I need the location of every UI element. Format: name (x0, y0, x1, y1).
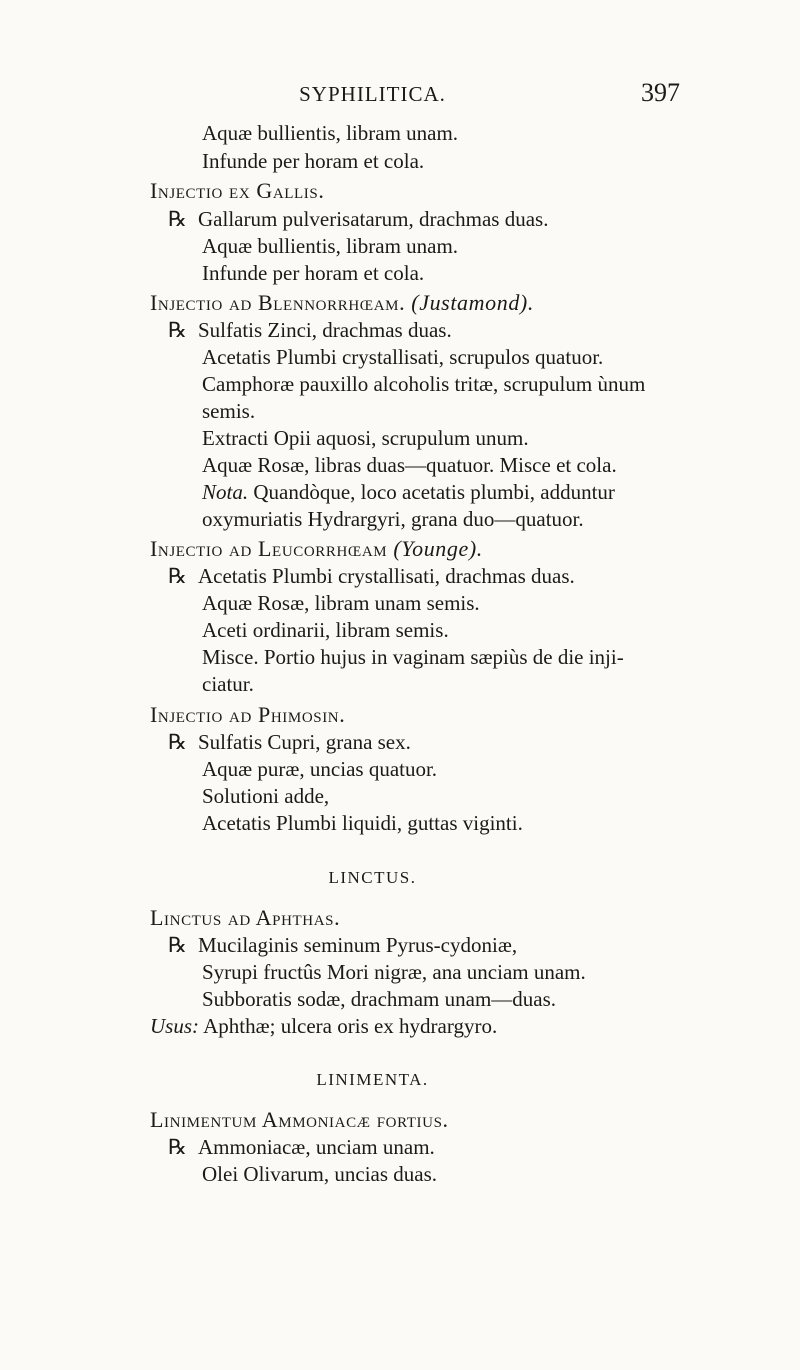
text-line: Camphoræ pauxillo alcoholis tritæ, scrupulum ùnum (202, 372, 646, 396)
text-line: Aquæ bullientis, libram unam. (202, 121, 459, 145)
text-line: oxymuriatis Hydrargyri, grana duo—quatuor. (202, 507, 584, 531)
text-line: Aquæ puræ, uncias quatuor. (202, 757, 438, 781)
text: Sulfatis Zinci, drachmas duas. (198, 318, 452, 342)
text-line: Subboratis sodæ, drachmam unam—duas. (202, 987, 557, 1011)
text-line: Aquæ bullientis, libram unam. (202, 234, 459, 258)
rx-line (168, 932, 517, 958)
rx-symbol: ℞ (168, 730, 187, 754)
rx-symbol: ℞ (168, 933, 187, 957)
text: Sulfatis Cupri, grana sex. (198, 730, 411, 754)
text-line: Aquæ Rosæ, libram unam semis. (202, 591, 480, 615)
usus-label: Usus: (150, 1014, 200, 1038)
text-line: Olei Olivarum, uncias duas. (202, 1162, 438, 1186)
page-header (0, 78, 800, 112)
text-line: Extracti Opii aquosi, scrupulum unum. (202, 426, 529, 450)
rx-symbol: ℞ (168, 1135, 187, 1159)
section-heading: LINIMENTA. (316, 1070, 429, 1089)
text: Gallarum pulverisatarum, drachmas duas. (198, 207, 549, 231)
recipe-heading: Linctus ad Aphthas. (150, 905, 341, 930)
text-line: Solutioni adde, (202, 784, 330, 808)
text-line: Acetatis Plumbi liquidi, guttas viginti. (202, 811, 523, 835)
rx-line (168, 1134, 435, 1160)
recipe-heading: Injectio ad Phimosin. (150, 702, 346, 727)
text-line: ciatur. (202, 672, 254, 696)
text-line: Aquæ Rosæ, libras duas—quatuor. Misce et cola. (202, 453, 617, 477)
heading-text: Injectio ad Leucorrhœam (150, 536, 388, 561)
nota-line (202, 479, 615, 505)
running-title: SYPHILITICA. (299, 82, 446, 106)
text-line: Infunde per horam et cola. (202, 261, 425, 285)
rx-line (168, 206, 548, 232)
text: Aphthæ; ulcera oris ex hydrargyro. (203, 1014, 498, 1038)
text: Quandòque, loco acetatis plumbi, adduntur (253, 480, 615, 504)
usus-line (150, 1013, 497, 1039)
text: Acetatis Plumbi crystallisati, drachmas duas. (198, 564, 575, 588)
text-line: Misce. Portio hujus in vaginam sæpiùs de die inji- (202, 645, 624, 669)
rx-symbol: ℞ (168, 318, 187, 342)
rx-line (168, 563, 575, 589)
text-line: Syrupi fructûs Mori nigræ, ana unciam unam. (202, 960, 586, 984)
page-number: 397 (641, 78, 680, 107)
recipe-heading (150, 536, 483, 562)
text-line: semis. (202, 399, 256, 423)
nota-label: Nota. (202, 480, 249, 504)
recipe-heading: Linimentum Ammoniacæ fortius. (150, 1107, 449, 1132)
rx-line (168, 729, 411, 755)
rx-line (168, 317, 452, 343)
author: (Justamond). (411, 290, 534, 315)
text-line: Acetatis Plumbi crystallisati, scrupulos quatuor. (202, 345, 604, 369)
text-line: Aceti ordinarii, libram semis. (202, 618, 449, 642)
rx-symbol: ℞ (168, 207, 187, 231)
text-line: Infunde per horam et cola. (202, 149, 425, 173)
section-heading: LINCTUS. (328, 868, 417, 887)
recipe-heading: Injectio ex Gallis. (150, 178, 325, 203)
author: (Younge). (393, 536, 483, 561)
heading-text: Injectio ad Blennorrhœam. (150, 290, 406, 315)
rx-symbol: ℞ (168, 564, 187, 588)
recipe-heading (150, 290, 534, 316)
text: Ammoniacæ, unciam unam. (198, 1135, 435, 1159)
text: Mucilaginis seminum Pyrus-cydoniæ, (198, 933, 518, 957)
